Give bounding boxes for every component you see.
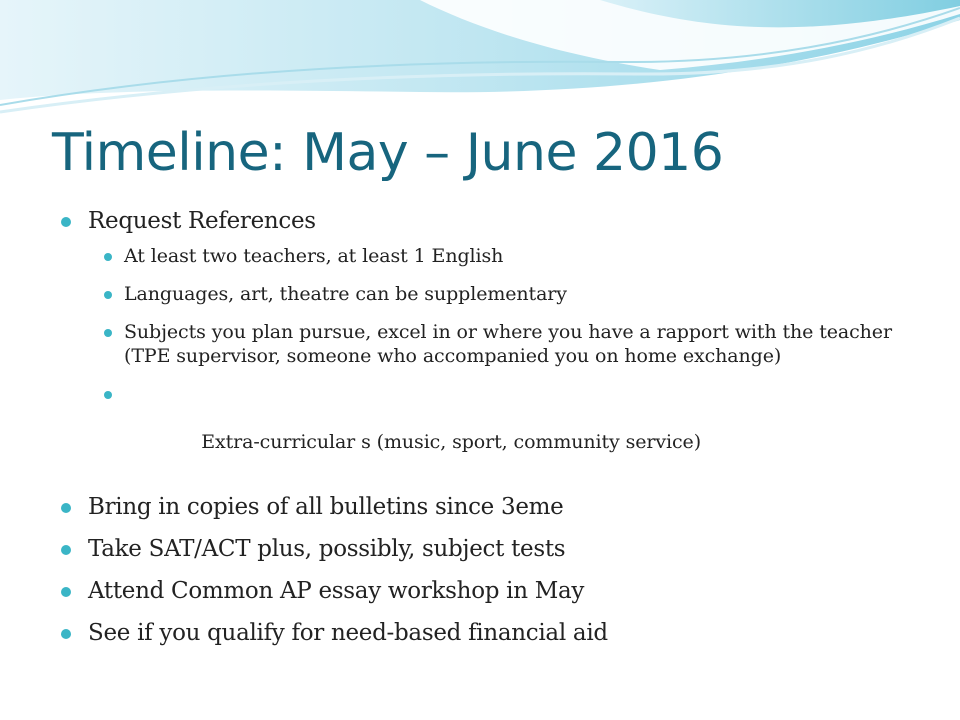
- bullet-dot-icon: [61, 629, 71, 639]
- bullet-item: [60, 206, 920, 478]
- bullet-text: Attend Common AP essay workshop in May: [88, 578, 585, 604]
- bullet-dot-icon: [104, 391, 112, 399]
- bullet-item: [60, 576, 920, 606]
- bullet-dot-icon: [104, 291, 112, 299]
- bullet-dot-icon: [61, 545, 71, 555]
- slide-body: [60, 206, 920, 660]
- sub-bullet-text: Languages, art, theatre can be supplementary: [124, 283, 567, 305]
- bullet-item: [60, 492, 920, 522]
- decorative-wave-header: [0, 0, 960, 130]
- sub-bullet-text: At least two teachers, at least 1 English: [124, 245, 504, 267]
- bullet-text: Request References: [88, 208, 316, 234]
- slide-title: Timeline: May – June 2016: [52, 123, 724, 183]
- sub-bullet-text: Extra-curricular s (music, sport, community service): [195, 431, 702, 453]
- bullet-dot-icon: [61, 217, 71, 227]
- bullet-item: [60, 618, 920, 648]
- sub-bullet-item: [86, 244, 920, 268]
- sub-bullet-text: Subjects you plan pursue, excel in or where you have a rapport with the teacher (TPE supervisor, someone who accompanied you on home exchange): [124, 321, 892, 367]
- bullet-dot-icon: [104, 253, 112, 261]
- bullet-text: Bring in copies of all bulletins since 3eme: [88, 494, 564, 520]
- bullet-dot-icon: [104, 329, 112, 337]
- sub-bullet-item: [86, 282, 920, 306]
- sub-bullet-item: [86, 382, 920, 478]
- bullet-dot-icon: [61, 587, 71, 597]
- bullet-text: See if you qualify for need-based financial aid: [88, 620, 608, 646]
- sub-bullet-list: [86, 244, 920, 478]
- bullet-item: [60, 534, 920, 564]
- sub-bullet-item: [86, 320, 920, 368]
- bullet-text: Take SAT/ACT plus, possibly, subject tests: [88, 536, 566, 562]
- bullet-list: [60, 206, 920, 648]
- bullet-dot-icon: [61, 503, 71, 513]
